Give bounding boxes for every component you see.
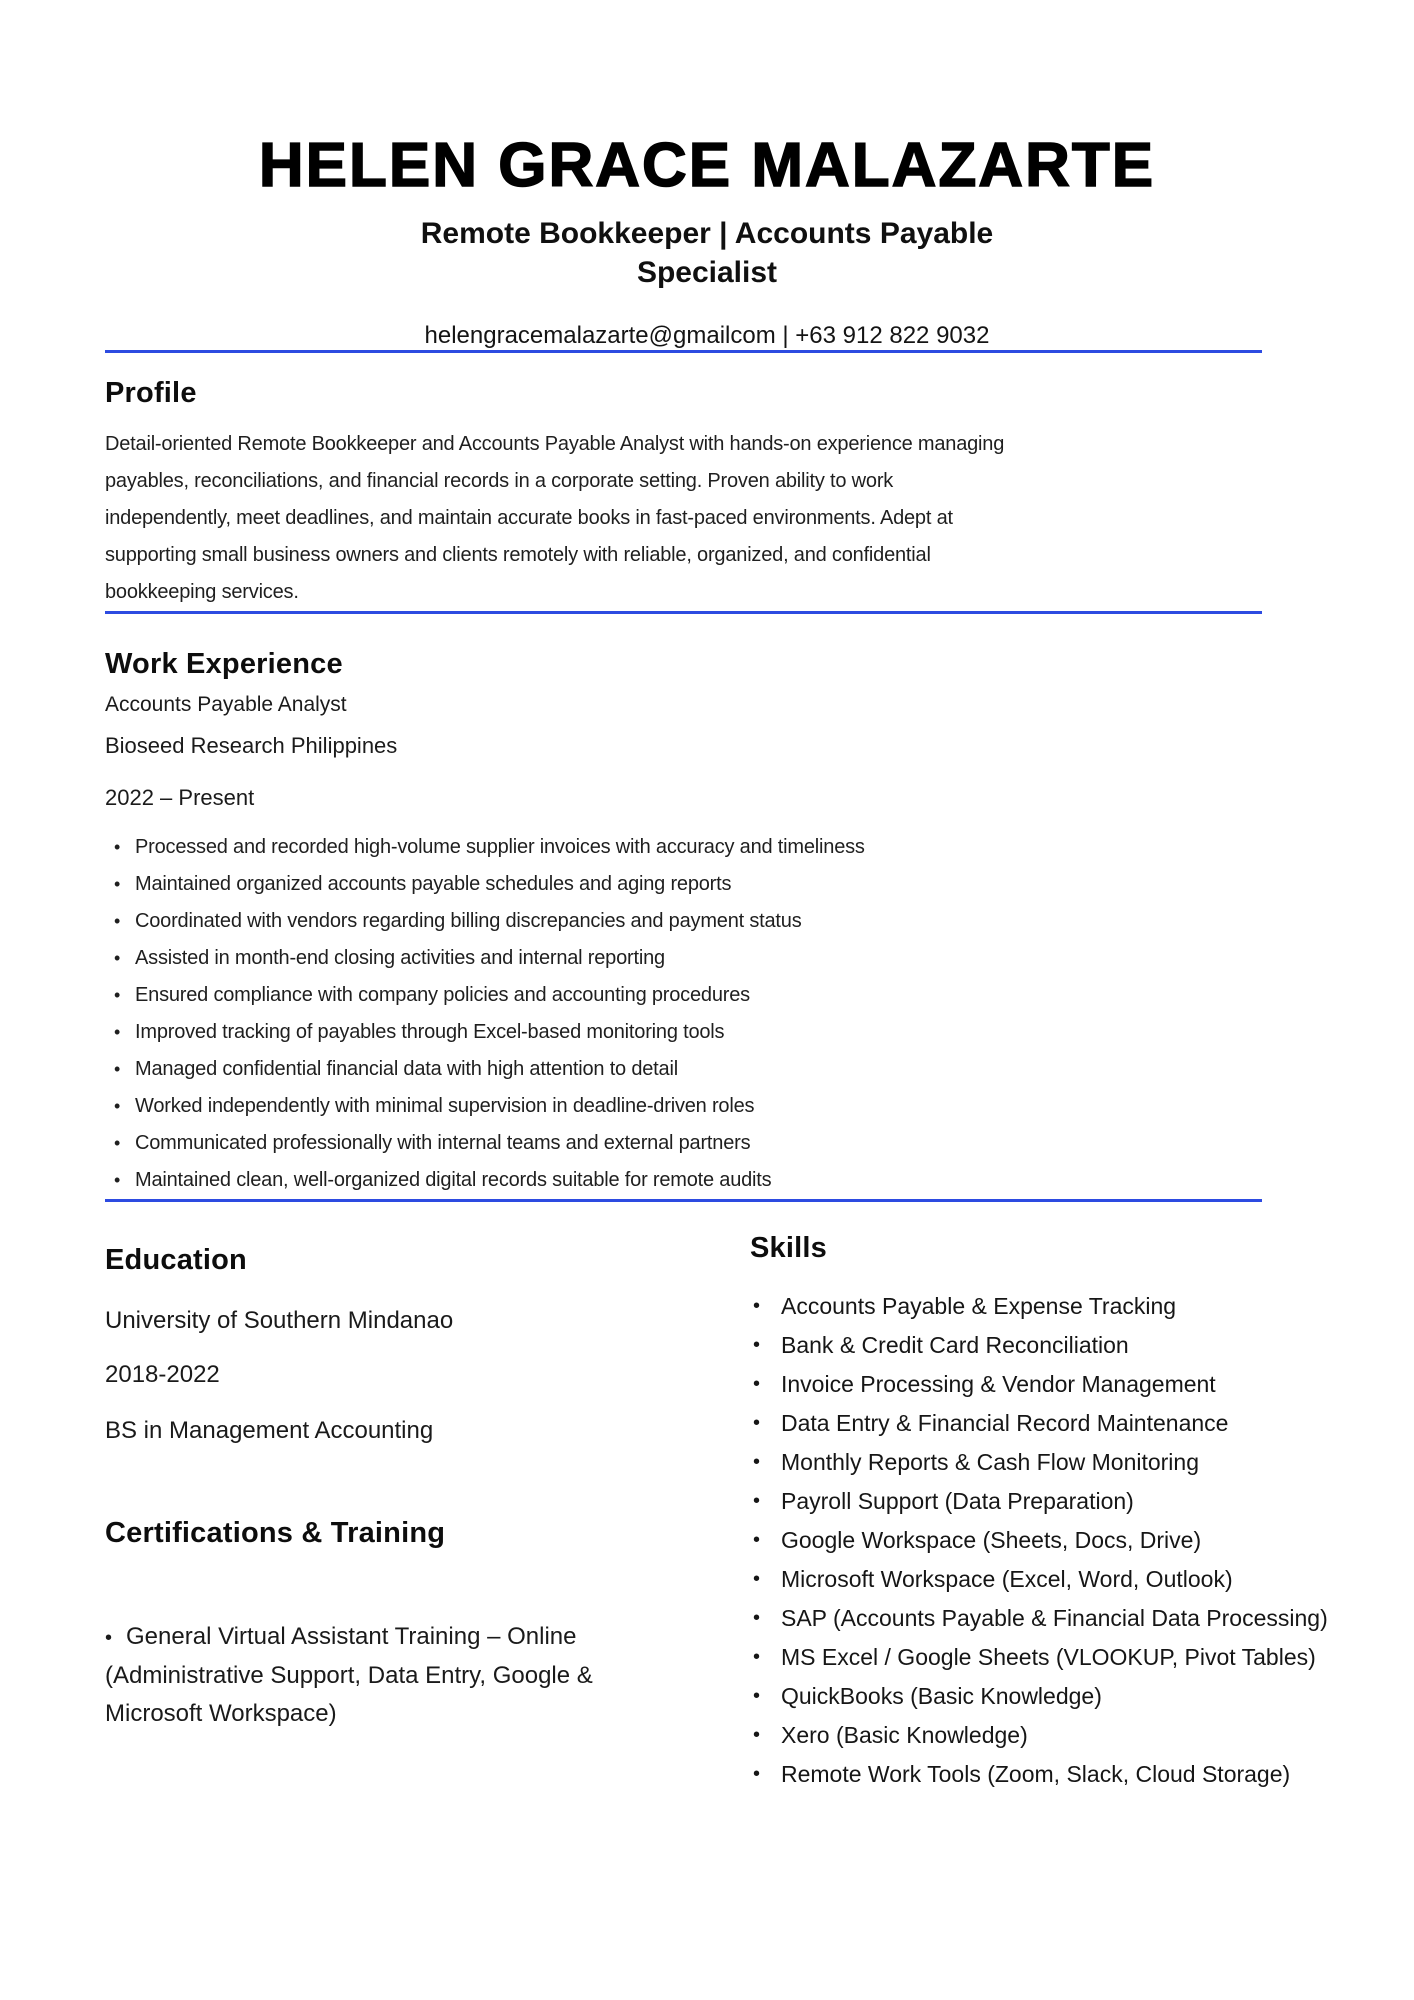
job-role: Accounts Payable Analyst — [105, 693, 347, 716]
profile-summary: Detail-oriented Remote Bookkeeper and Accounts Payable Analyst with hands-on experience managing payables, reconciliations, and financial records in a corporate setting. Proven ability to work independently, meet deadlines, and maintain accurate books in fast-paced environments. Adept at supporting small business owners and clients remotely with reliable, organized, and confidential bookkeeping services. — [105, 433, 1005, 603]
skill-item: • Data Entry & Financial Record Maintenance — [750, 1404, 1335, 1442]
education-years: 2018-2022 — [105, 1361, 220, 1388]
skill-item: • Accounts Payable & Expense Tracking — [750, 1287, 1335, 1325]
employment-dates: 2022 – Present — [105, 785, 255, 810]
education-heading: Education — [105, 1244, 247, 1276]
skills-heading: Skills — [750, 1232, 827, 1264]
skill-item: • Microsoft Workspace (Excel, Word, Outlook) — [750, 1560, 1335, 1598]
skill-item: • Xero (Basic Knowledge) — [750, 1716, 1335, 1754]
skills-section — [750, 1232, 1335, 1794]
profile-section — [105, 377, 1414, 611]
profile-heading: Profile — [105, 377, 197, 409]
skill-item: • MS Excel / Google Sheets (VLOOKUP, Pivot Tables) — [750, 1638, 1335, 1676]
work-bullet: • Communicated professionally with internal teams and external partners — [105, 1125, 1414, 1162]
work-bullet: • Improved tracking of payables through Excel-based monitoring tools — [105, 1014, 1414, 1051]
skills-list — [750, 1287, 1335, 1793]
company-name: Bioseed Research Philippines — [105, 733, 398, 758]
work-bullet: • Processed and recorded high-volume supplier invoices with accuracy and timeliness — [105, 829, 1414, 866]
work-bullet: • Managed confidential financial data with high attention to detail — [105, 1051, 1414, 1088]
certification-item-text: General Virtual Assistant Training – Online (Administrative Support, Data Entry, Google & Microsoft Workspace) — [105, 1623, 593, 1727]
skill-item: • Google Workspace (Sheets, Docs, Drive) — [750, 1521, 1335, 1559]
work-experience-heading: Work Experience — [105, 648, 343, 680]
work-experience-section — [105, 648, 1414, 1199]
degree: BS in Management Accounting — [105, 1417, 434, 1444]
certification-item — [105, 1618, 665, 1733]
left-column — [105, 1232, 665, 1733]
skill-item: • Remote Work Tools (Zoom, Slack, Cloud Storage) — [750, 1755, 1335, 1793]
skill-item: • Payroll Support (Data Preparation) — [750, 1482, 1335, 1520]
bullet-marker: • — [105, 1627, 113, 1649]
bottom-columns — [105, 1232, 1335, 1794]
work-bullet: • Coordinated with vendors regarding billing discrepancies and payment status — [105, 903, 1414, 940]
work-bullet: • Maintained organized accounts payable schedules and aging reports — [105, 866, 1414, 903]
section-divider — [105, 350, 1262, 353]
skill-item: • Bank & Credit Card Reconciliation — [750, 1326, 1335, 1364]
work-bullet: • Ensured compliance with company policies and accounting procedures — [105, 977, 1414, 1014]
candidate-name: HELEN GRACE MALAZARTE — [258, 131, 1156, 200]
section-divider — [105, 1199, 1262, 1202]
resume-header — [0, 0, 1414, 350]
skill-item: • SAP (Accounts Payable & Financial Data Processing) — [750, 1599, 1335, 1637]
job-title: Remote Bookkeeper | Accounts Payable Specialist — [420, 217, 994, 289]
contact-line: helengracemalazarte@gmailcom | +63 912 822 9032 — [424, 322, 990, 349]
work-bullet-list — [105, 829, 1414, 1199]
skill-item: • QuickBooks (Basic Knowledge) — [750, 1677, 1335, 1715]
skill-item: • Monthly Reports & Cash Flow Monitoring — [750, 1443, 1335, 1481]
work-bullet: • Maintained clean, well-organized digital records suitable for remote audits — [105, 1162, 1414, 1199]
work-bullet: • Worked independently with minimal supervision in deadline-driven roles — [105, 1088, 1414, 1125]
university-name: University of Southern Mindanao — [105, 1307, 454, 1334]
certifications-heading: Certifications & Training — [105, 1517, 446, 1549]
section-divider — [105, 611, 1262, 614]
work-bullet: • Assisted in month-end closing activities and internal reporting — [105, 940, 1414, 977]
skill-item: • Invoice Processing & Vendor Management — [750, 1365, 1335, 1403]
